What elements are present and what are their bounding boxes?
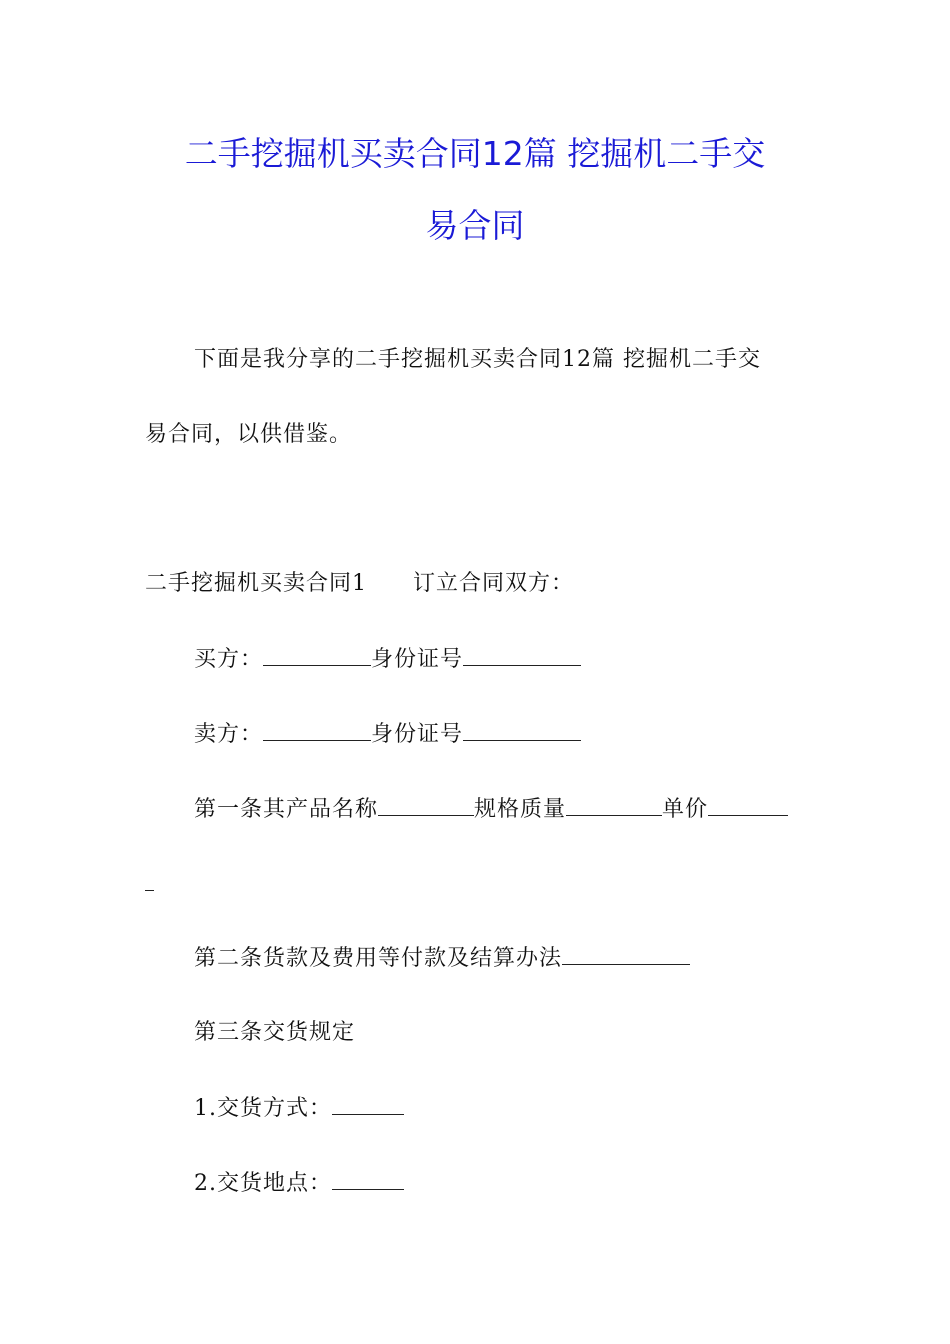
document-title-line-2: 易合同 [425,206,525,245]
seller-label: 卖方： [194,722,264,747]
article2-row [194,944,690,973]
buyer-id-label: 身份证号 [371,647,464,672]
article1-row [194,795,788,824]
seller-name-blank [263,720,371,741]
product-name-blank [378,795,474,816]
article3-heading: 第三条交货规定 [194,1020,356,1045]
price-blank [708,795,788,816]
document-title-line-1: 二手挖掘机买卖合同12篇 挖掘机二手交 [184,134,766,173]
parties-label: 订立合同双方： [413,571,575,596]
delivery-method-blank [332,1094,404,1115]
article1-lead: 第一条其产品名称 [194,797,379,822]
delivery-place-row [194,1169,404,1198]
article1-continuation [145,870,154,899]
payment-blank [562,944,690,965]
article2-label: 第二条货款及费用等付款及结算办法 [194,946,563,971]
contract-heading-row [145,570,574,598]
delivery-place-label: 2.交货地点： [194,1171,332,1196]
delivery-place-blank [332,1169,404,1190]
contract-heading: 二手挖掘机买卖合同1 [145,571,367,596]
seller-row [194,720,581,749]
delivery-method-row [194,1094,404,1123]
delivery-method-label: 1.交货方式： [194,1096,332,1121]
buyer-name-blank [263,645,371,666]
article1-price-label: 单价 [662,797,709,822]
price-blank-continued [145,870,154,891]
buyer-label: 买方： [194,647,264,672]
seller-id-label: 身份证号 [371,722,464,747]
buyer-row [194,645,581,674]
intro-line-2: 易合同，以供借鉴。 [145,422,353,447]
spec-blank [566,795,662,816]
seller-id-blank [463,720,581,741]
article1-spec-label: 规格质量 [474,797,567,822]
intro-line-1: 下面是我分享的二手挖掘机买卖合同12篇 挖掘机二手交 [194,347,761,372]
buyer-id-blank [463,645,581,666]
